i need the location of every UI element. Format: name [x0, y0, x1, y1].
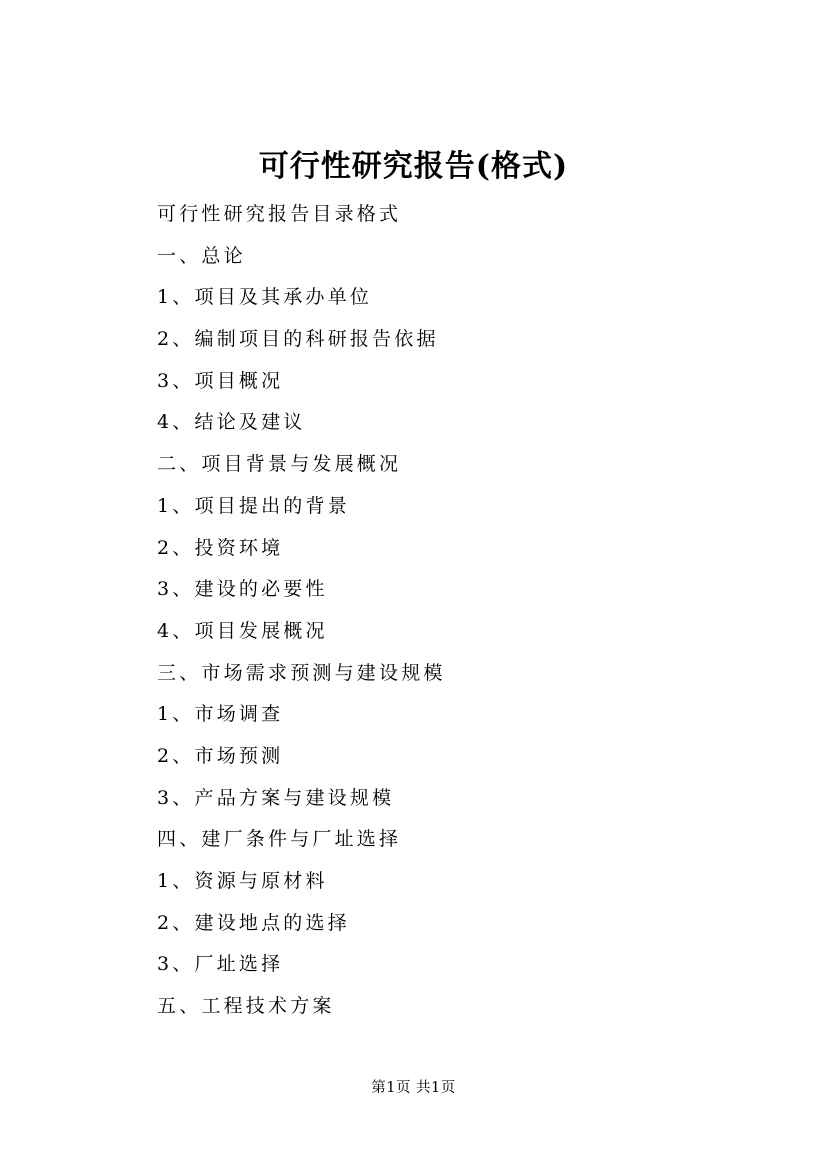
- toc-line: 3、产品方案与建设规模: [157, 786, 395, 809]
- toc-line: 3、项目概况: [157, 369, 284, 392]
- toc-line: 一、总论: [157, 244, 246, 267]
- table-of-contents: [157, 197, 717, 1031]
- toc-line: 1、资源与原材料: [157, 870, 328, 892]
- toc-line: 4、项目发展概况: [157, 619, 328, 642]
- toc-line: 2、市场预测: [157, 744, 284, 767]
- toc-line: 二、项目背景与发展概况: [157, 453, 402, 476]
- toc-line: 3、厂址选择: [157, 953, 284, 976]
- toc-line: 2、编制项目的科研报告依据: [157, 328, 439, 351]
- toc-line: 五、工程技术方案: [157, 995, 335, 1018]
- toc-line: 1、项目及其承办单位: [157, 286, 373, 309]
- document-title: 可行性研究报告(格式): [258, 149, 569, 184]
- toc-line: 1、项目提出的背景: [157, 494, 350, 517]
- toc-line: 2、投资环境: [157, 536, 284, 559]
- toc-line: 3、建设的必要性: [157, 578, 328, 601]
- toc-line: 三、市场需求预测与建设规模: [157, 661, 446, 684]
- toc-line: 1、市场调查: [157, 703, 284, 726]
- page-footer: 第1页 共1页: [371, 1080, 456, 1096]
- toc-line: 四、建厂条件与厂址选择: [157, 828, 402, 851]
- toc-line: 可行性研究报告目录格式: [157, 203, 402, 225]
- toc-line: 2、建设地点的选择: [157, 911, 350, 934]
- toc-line: 4、结论及建议: [157, 411, 306, 434]
